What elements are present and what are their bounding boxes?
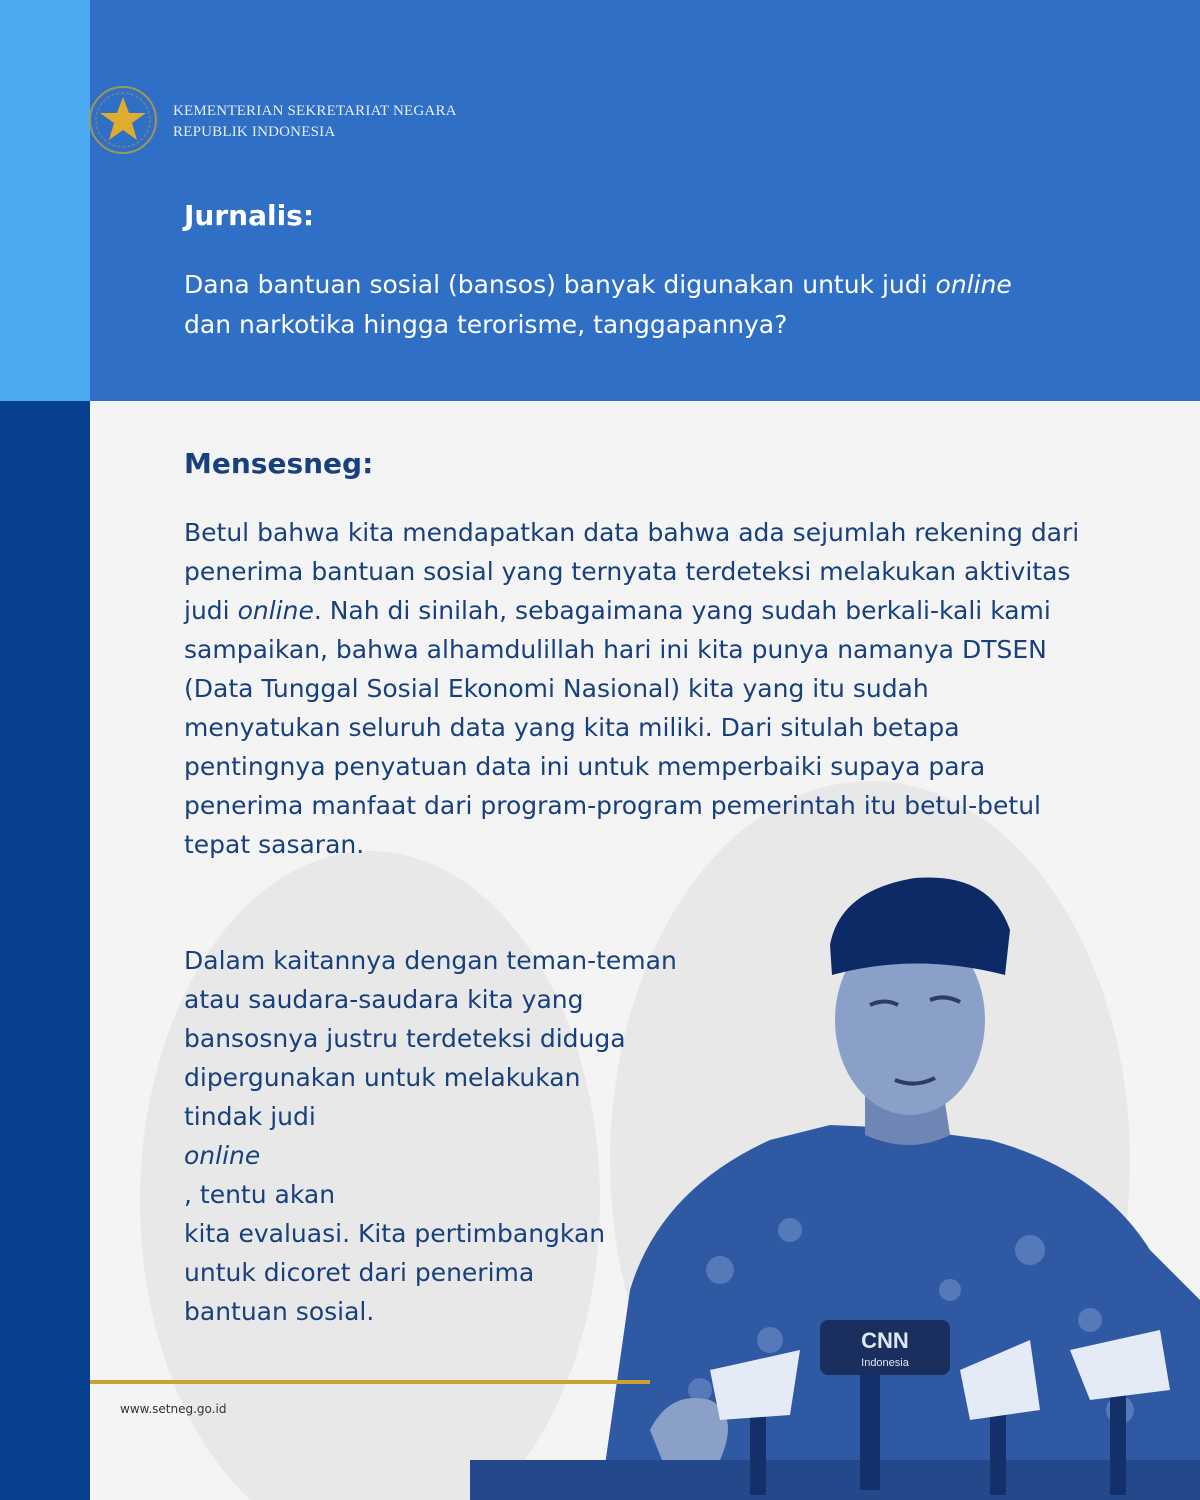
- question-label: Jurnalis:: [184, 199, 315, 232]
- paragraph-line: Dalam kaitannya dengan teman-teman: [184, 946, 677, 975]
- answer-label: Mensesneg:: [184, 447, 374, 480]
- paragraph-line: bansosnya justru terdeteksi diduga: [184, 1024, 626, 1053]
- cnn-mic-label: CNN: [861, 1328, 909, 1353]
- paragraph-line: kita evaluasi. Kita pertimbangkan: [184, 1219, 606, 1248]
- website-link[interactable]: www.setneg.go.id: [120, 1402, 227, 1416]
- paragraph-line: atau saudara-saudara kita yang: [184, 985, 584, 1014]
- garuda-star-emblem-icon: [88, 85, 158, 155]
- paragraph-line: bantuan sosial.: [184, 1297, 375, 1326]
- cnn-mic-sublabel: Indonesia: [861, 1357, 909, 1369]
- org-line-2: REPUBLIK INDONESIA: [173, 124, 336, 140]
- answer-paragraph-1: Betul bahwa kita mendapatkan data bahwa ada sejumlah rekening dari penerima bantuan sosial yang ternyata terdeteksi melakukan aktivitas judi online. Nah di sinilah, sebagaimana yang sudah berkali-kali kami sampaikan, bahwa alhamdulillah hari ini kita punya namanya DTSEN (Data Tunggal Sosial Ekonomi Nasional) kita yang itu sudah menyatukan seluruh data yang kita miliki. Dari situlah betapa pentingnya penyatuan data ini untuk memperbaiki supaya para penerima manfaat dari program-program pemerintah itu betul-betul tepat sasaran.: [184, 518, 1080, 859]
- paragraph-line: dipergunakan untuk melakukan: [184, 1063, 581, 1092]
- paragraph-line: untuk dicoret dari penerima: [184, 1258, 535, 1287]
- org-line-1: KEMENTERIAN SEKRETARIAT NEGARA: [173, 103, 457, 119]
- left-accent-strip-top: [0, 0, 90, 401]
- footer-divider: [90, 1380, 650, 1384]
- organization-name: [173, 101, 457, 143]
- paragraph-line: tindak judi online , tentu akan: [184, 1102, 336, 1209]
- left-accent-strip-bottom: [0, 401, 90, 1500]
- question-text: Dana bantuan sosial (bansos) banyak digunakan untuk judi online dan narkotika hingga terorisme, tanggapannya?: [184, 270, 1012, 339]
- speaker-photo: [470, 870, 1200, 1500]
